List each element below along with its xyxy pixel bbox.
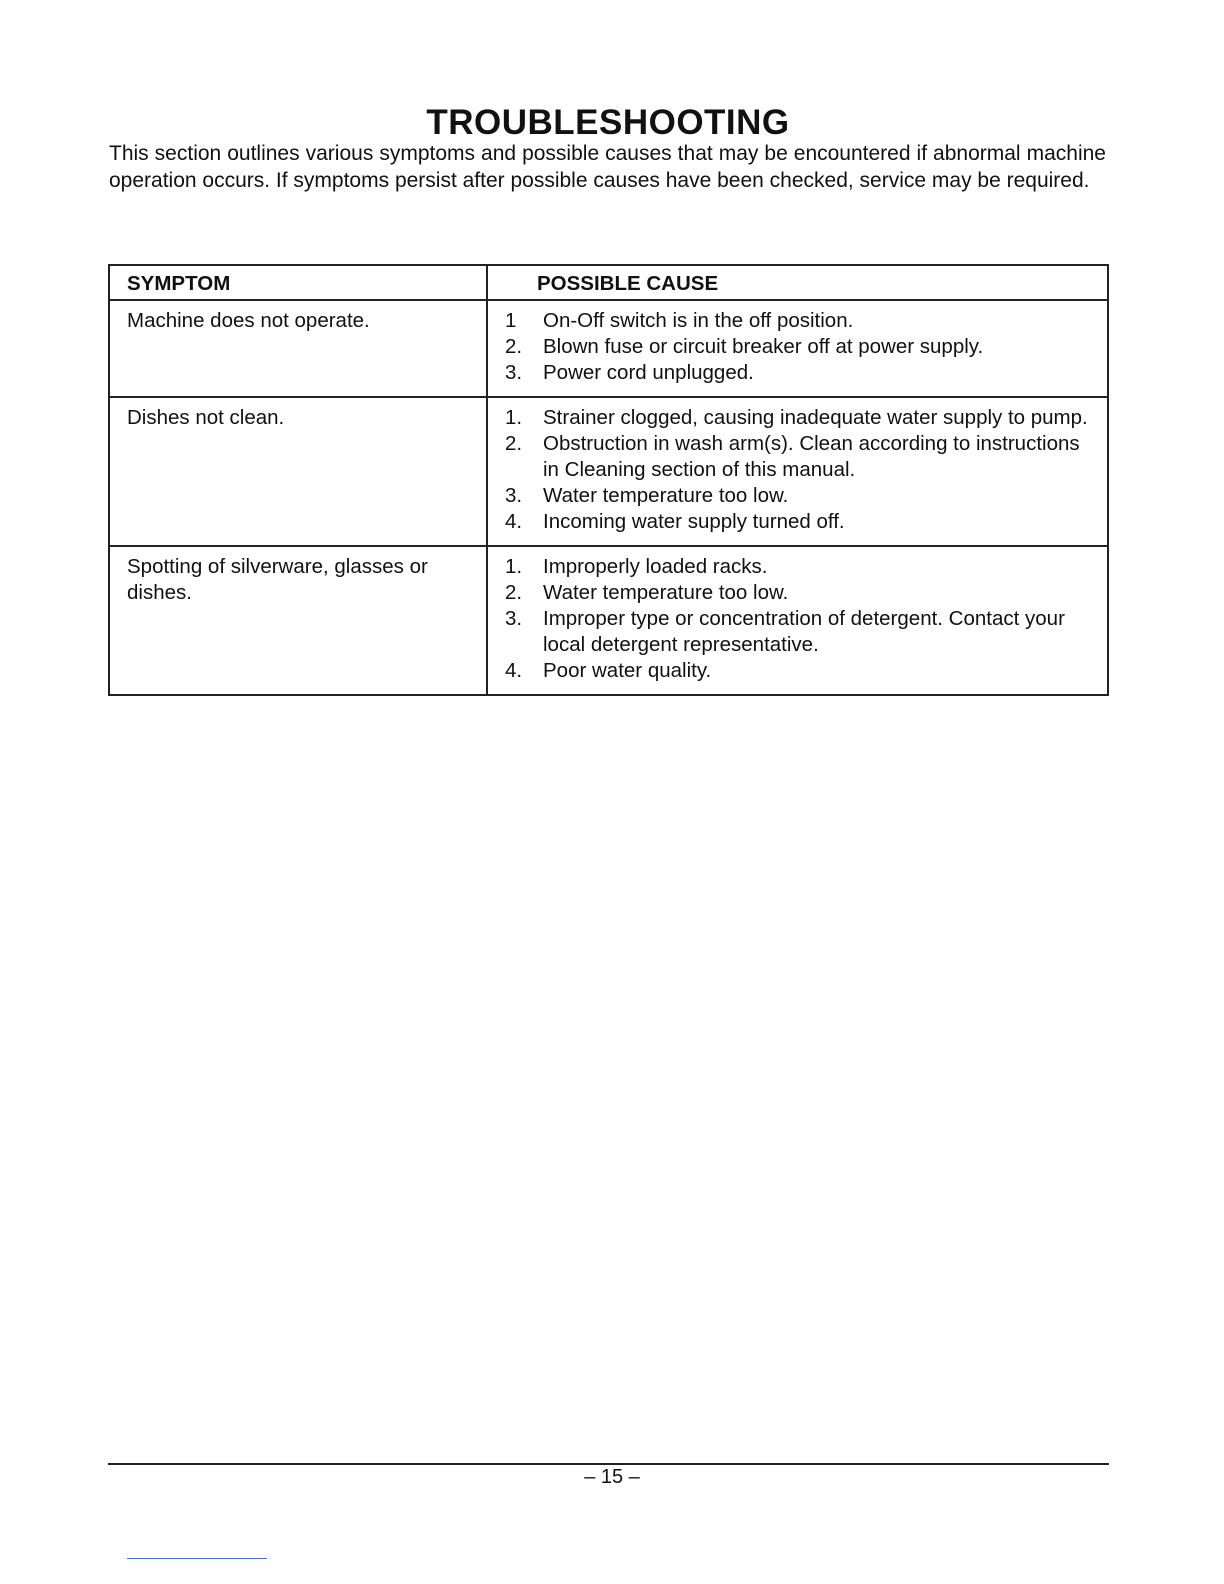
- cause-number: 2.: [505, 432, 523, 455]
- cause-text: Strainer clogged, causing inadequate water supply to pump.: [543, 406, 1088, 429]
- cause-text: Incoming water supply turned off.: [543, 510, 845, 533]
- footer-divider: [108, 1463, 1109, 1465]
- list-item: [505, 509, 1097, 535]
- cause-number: 3.: [505, 484, 523, 507]
- list-item: [505, 308, 1097, 334]
- cause-text: Blown fuse or circuit breaker off at power supply.: [543, 335, 984, 358]
- cause-list: [505, 308, 1097, 386]
- cause-text: Water temperature too low.: [543, 581, 789, 604]
- cause-text: On-Off switch is in the off position.: [543, 309, 854, 332]
- list-item: [505, 580, 1097, 606]
- troubleshooting-table: [108, 264, 1109, 696]
- list-item: [505, 405, 1097, 431]
- cause-cell: [487, 300, 1108, 397]
- cause-list: [505, 554, 1097, 684]
- list-item: [505, 658, 1097, 684]
- cause-list: [505, 405, 1097, 535]
- symptom-cell: Spotting of silverware, glasses or dishes.: [109, 546, 487, 695]
- list-item: [505, 334, 1097, 360]
- table-row: [109, 546, 1108, 695]
- cause-text: Poor water quality.: [543, 659, 712, 682]
- symptom-cell: Machine does not operate.: [109, 300, 487, 397]
- table-row: [109, 300, 1108, 397]
- cause-cell: [487, 546, 1108, 695]
- cause-text: Improperly loaded racks.: [543, 555, 768, 578]
- link-underline: [127, 1558, 267, 1559]
- cause-number: 2.: [505, 581, 523, 604]
- cause-column-header: POSSIBLE CAUSE: [487, 265, 1108, 300]
- symptom-cell: Dishes not clean.: [109, 397, 487, 546]
- cause-number: 1: [505, 309, 517, 332]
- cause-number: 2.: [505, 335, 523, 358]
- table-row: [109, 397, 1108, 546]
- symptom-column-header: SYMPTOM: [109, 265, 487, 300]
- cause-number: 1.: [505, 555, 523, 578]
- cause-number: 3.: [505, 361, 523, 384]
- intro-paragraph: This section outlines various symptoms and possible causes that may be encountered if abnormal machine operation occurs. If symptoms persist after possible causes have been checked, service may be required.: [109, 142, 1106, 192]
- cause-number: 3.: [505, 607, 523, 630]
- table-header-row: [109, 265, 1108, 300]
- cause-number: 4.: [505, 659, 523, 682]
- cause-number: 4.: [505, 510, 523, 533]
- cause-number: 1.: [505, 406, 523, 429]
- cause-text: Power cord unplugged.: [543, 361, 754, 384]
- list-item: [505, 554, 1097, 580]
- cause-cell: [487, 397, 1108, 546]
- list-item: [505, 483, 1097, 509]
- list-item: [505, 431, 1097, 483]
- cause-text: Improper type or concentration of detergent. Contact your local detergent representative.: [543, 607, 1065, 656]
- cause-text: Obstruction in wash arm(s). Clean according to instructions in Cleaning section of this manual.: [543, 432, 1080, 481]
- page-number: – 15 –: [584, 1466, 640, 1488]
- page-title: TROUBLESHOOTING: [426, 103, 790, 142]
- list-item: [505, 360, 1097, 386]
- cause-text: Water temperature too low.: [543, 484, 789, 507]
- list-item: [505, 606, 1097, 658]
